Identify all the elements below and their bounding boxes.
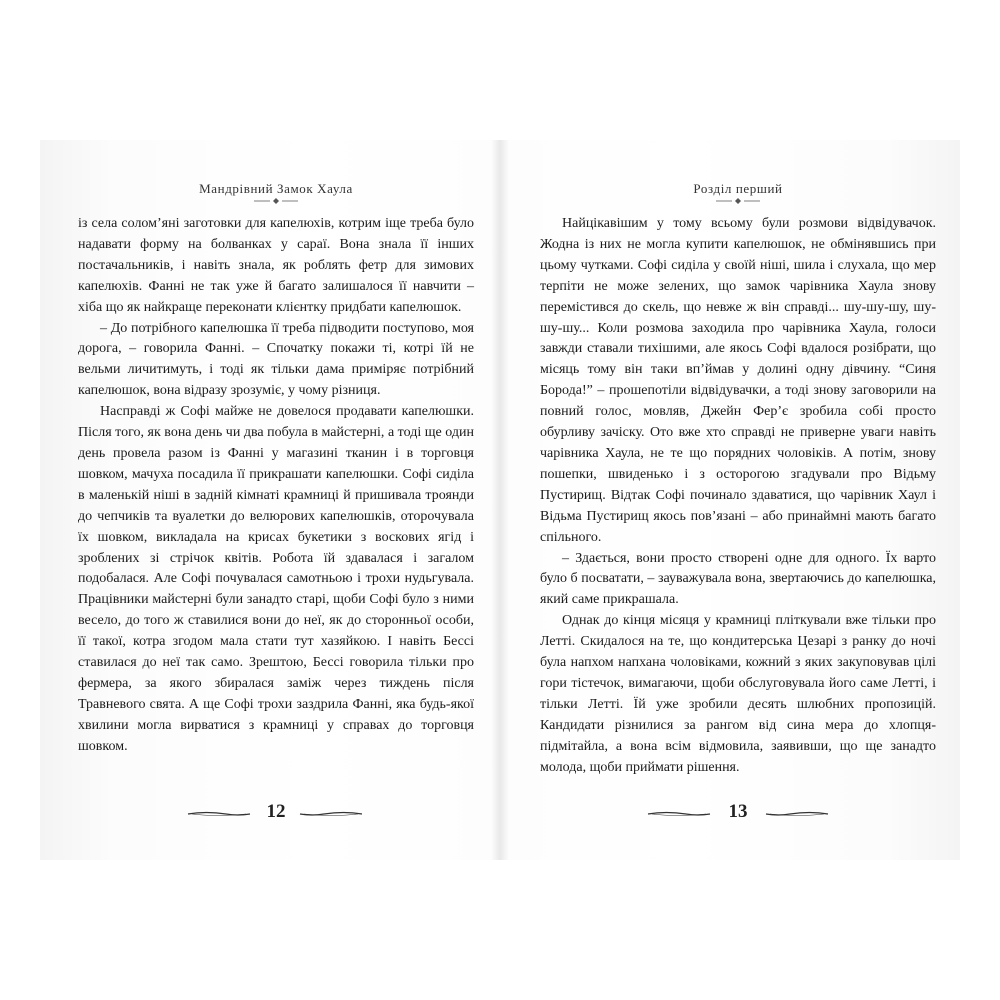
ornament-icon [298, 810, 364, 818]
paragraph: – Здається, вони просто створені одне для одного. Їх варто було б посватати, – зауважувала вона, звертаючись до капелюшка, який саме прикрашала. [540, 550, 936, 608]
left-page [78, 140, 474, 860]
page-number: 13 [728, 801, 748, 822]
ornament-icon [646, 810, 712, 818]
paragraph: Найцікавішим у тому всьому були розмови відвідувачок. Жодна із них не могла купити капелюшок, не обмінявшись при цьому чутками. Софі сиділа у своїй ніші, шила і слухала, що мер терпіти не може зелених, що замок чарівника Хаула знову перемістився до скель, що невже ж він справді... шу-шу-шу, шу-шу-шу... Коли розмова заходила про чарівника Хаула, голоси завжди ставали тихішими, але якось Софі вдалося розібрати, що місяць тому він таки вп’ймав у долині одну дівчину. “Синя Борода!” – прошепотіли відвідувачки, а тоді знову заговорили на повний голос, мовляв, Джейн Фер’є зробила собі просто обурливу зачіску. Ото вже хто справді не приверне уваги навіть чарівника Хаула, не те що порядних чоловіків. А потім, знову пошепки, швиденько і з осторогою згадували про Відьму Пустирищ. Відтак Софі починало здаватися, що чарівник Хаул і Відьма Пустирищ якось пов’язані – або принаймні мають багато спільного. [540, 216, 936, 545]
page-body [540, 214, 936, 778]
book-spread [40, 140, 960, 860]
page-body [78, 214, 474, 758]
running-head: Мандрівний Замок Хаула [199, 181, 353, 196]
paragraph: Насправді ж Софі майже не довелося продавати капелюшки. Після того, як вона день чи два побула в майстерні, а тоді ще один день провела разом із Фанні у магазині тканин і в торговця шовком, мачуха посадила її прикрашати капелюшки. Софі сиділа в маленькій ніші в задній кімнаті крамниці й пришивала троянди до чепчиків та вуалетки до велюрових капелюшків, оторочувала їх шовком, викладала на крисах букетики з воскових ягід і зроблених зі стрічок квітів. Робота їй здавалася і загалом подобалася. Але Софі почувалася самотньою і трохи нудьгувала. Працівники майстерні були занадто старі, щоби Софі було з ними весело, до того ж ставилися вони до неї, як до сторонньої особи, її такої, котра згодом мала стати тут хазяйкою. І навіть Бессі ставилася до неї так само. Зрештою, Бессі говорила тільки про фермера, за якого збиралася заміж через тиждень після Травневого свята. А ще Софі трохи заздрила Фанні, яка будь-якої хвилини могла вирватися з крамниці у справах до торговця шовком. [78, 404, 474, 754]
page-footer [540, 801, 936, 829]
paragraph: із села солом’яні заготовки для капелюхів, котрим іще треба було надавати форму на болванках у сараї. Вона знала її інших постачальників, і навіть знала, як роблять фетр для зимових капелюхів. Фанні не так уже й багато залишалося її навчити – хіба що як найкраще переконати клієнтку придбати капелюшок. [78, 216, 474, 315]
paragraph: – До потрібного капелюшка її треба підводити поступово, моя дорога, – говорила Фанні. – Спочатку покажи ті, котрі їй не вельми личитимуть, і тоді як тільки дама приміряє потрібний капелюшок, вона відразу зрозуміє, у чому різниця. [78, 320, 474, 399]
ornament-icon [764, 810, 830, 818]
right-page [540, 140, 936, 860]
running-head: Розділ перший [693, 181, 783, 196]
page-number: 12 [266, 801, 286, 822]
ornament-icon [186, 810, 252, 818]
ornament-icon [714, 197, 762, 205]
ornament-icon [252, 197, 300, 205]
paragraph: Однак до кінця місяця у крамниці пліткували вже тільки про Летті. Скидалося на те, що кондитерська Цезарі з ранку до ночі була напхом напхана чоловіками, кожний з яких закуповував цілі гори тістечок, вимагаючи, щоби обслуговувала його саме Летті, і тільки Летті. Їй уже зробили десять шлюбних пропозицій. Кандидати різнилися за рангом від сина мера до хлопця-підмітайла, а вона всім відмовила, заявивши, що ще занадто молода, щоби приймати рішення. [540, 613, 936, 775]
page-footer [78, 801, 474, 829]
